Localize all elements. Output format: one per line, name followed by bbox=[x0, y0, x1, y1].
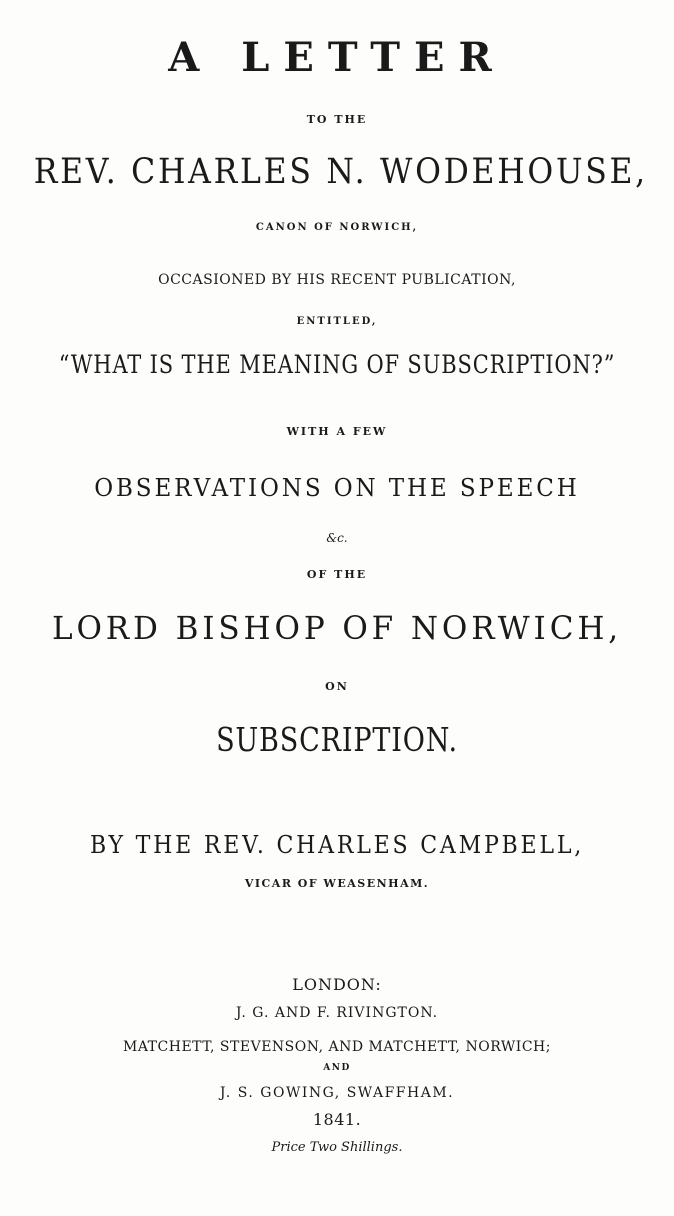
addressee-office: CANON OF NORWICH, bbox=[255, 222, 419, 233]
work-title: “WHAT IS THE MEANING OF SUBSCRIPTION?” bbox=[58, 350, 616, 379]
publisher-3: J. S. GOWING, SWAFFHAM. bbox=[219, 1085, 455, 1101]
bishop-line: LORD BISHOP OF NORWICH, bbox=[51, 609, 623, 647]
on-line: ON bbox=[325, 680, 349, 693]
price-line: Price Two Shillings. bbox=[271, 1140, 403, 1155]
imprint-year: 1841. bbox=[312, 1110, 362, 1129]
imprint-and: AND bbox=[323, 1063, 351, 1073]
to-the-line: TO THE bbox=[306, 113, 368, 126]
author-office: VICAR OF WEASENHAM. bbox=[244, 877, 430, 890]
of-the-line: OF THE bbox=[306, 568, 368, 581]
with-a-few-line: WITH A FEW bbox=[286, 425, 388, 438]
imprint-city: LONDON: bbox=[292, 975, 382, 994]
title: A LETTER bbox=[168, 34, 506, 81]
publisher-1: J. G. AND F. RIVINGTON. bbox=[235, 1005, 439, 1021]
subject-line: SUBSCRIPTION. bbox=[216, 720, 458, 759]
publisher-2: MATCHETT, STEVENSON, AND MATCHETT, NORWICH; bbox=[123, 1039, 551, 1055]
entitled-line: ENTITLED, bbox=[296, 316, 378, 327]
occasion-line: OCCASIONED BY HIS RECENT PUBLICATION, bbox=[158, 272, 516, 288]
observations-line: OBSERVATIONS ON THE SPEECH bbox=[94, 474, 580, 502]
etc-line: &c. bbox=[326, 531, 348, 545]
author-line: BY THE REV. CHARLES CAMPBELL, bbox=[89, 831, 585, 859]
addressee: REV. CHARLES N. WODEHOUSE, bbox=[33, 152, 648, 192]
